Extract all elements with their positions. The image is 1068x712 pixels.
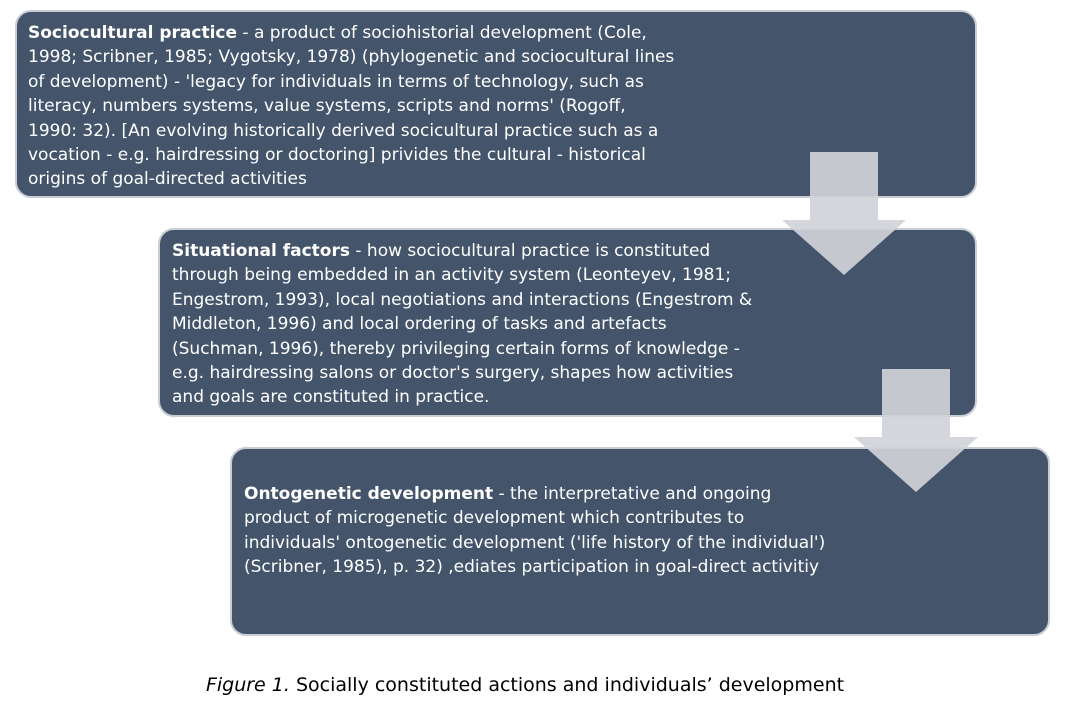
situational-factors-body: - how sociocultural practice is constituted through being embedded in an activity system (Leonteyev, 1981; Engestrom, 1993), local negotiations and interactions (Engestrom & Middleton, 1996) and local ordering of tasks and artefacts (Suchman, 1996), thereby privileging certain forms of knowledge - e.g. hairdressing salons or doctor's surgery, shapes how activities and goals are constituted in practice. <box>172 241 753 408</box>
sociocultural-practice-body: - a product of sociohistorial development (Cole, 1998; Scribner, 1985; Vygotsky, 1978) (phylogenetic and sociocultural lines of development) - 'legacy for individuals in terms of technology, such as literacy, numbers systems, value systems, scripts and norms' (Rogoff, 1990: 32). [An evolving historically derived socicultural practice such as a vocation - e.g. hairdressing or doctoring] privides the cultural - historical origins of goal-directed activities <box>28 23 675 190</box>
down-arrow-icon <box>854 369 978 493</box>
situational-factors-text <box>172 239 757 410</box>
figure-label: Figure 1. <box>205 674 290 696</box>
situational-factors-heading: Situational factors <box>172 241 350 261</box>
ontogenetic-development-text <box>244 482 828 580</box>
sociocultural-practice-heading: Sociocultural practice <box>28 23 238 43</box>
down-arrow-icon <box>782 152 906 276</box>
figure-caption <box>0 674 1050 696</box>
sociocultural-practice-text <box>28 21 675 192</box>
figure-caption-text: Socially constituted actions and individuals’ development <box>289 674 845 696</box>
ontogenetic-development-body: - the interpretative and ongoing product of microgenetic development which contributes to individuals' ontogenetic development ('life history of the individual') (Scribner, 1985), p. 32) ,ediates participation in goal-direct activitiy <box>244 484 826 578</box>
ontogenetic-development-heading: Ontogenetic development <box>244 484 494 504</box>
